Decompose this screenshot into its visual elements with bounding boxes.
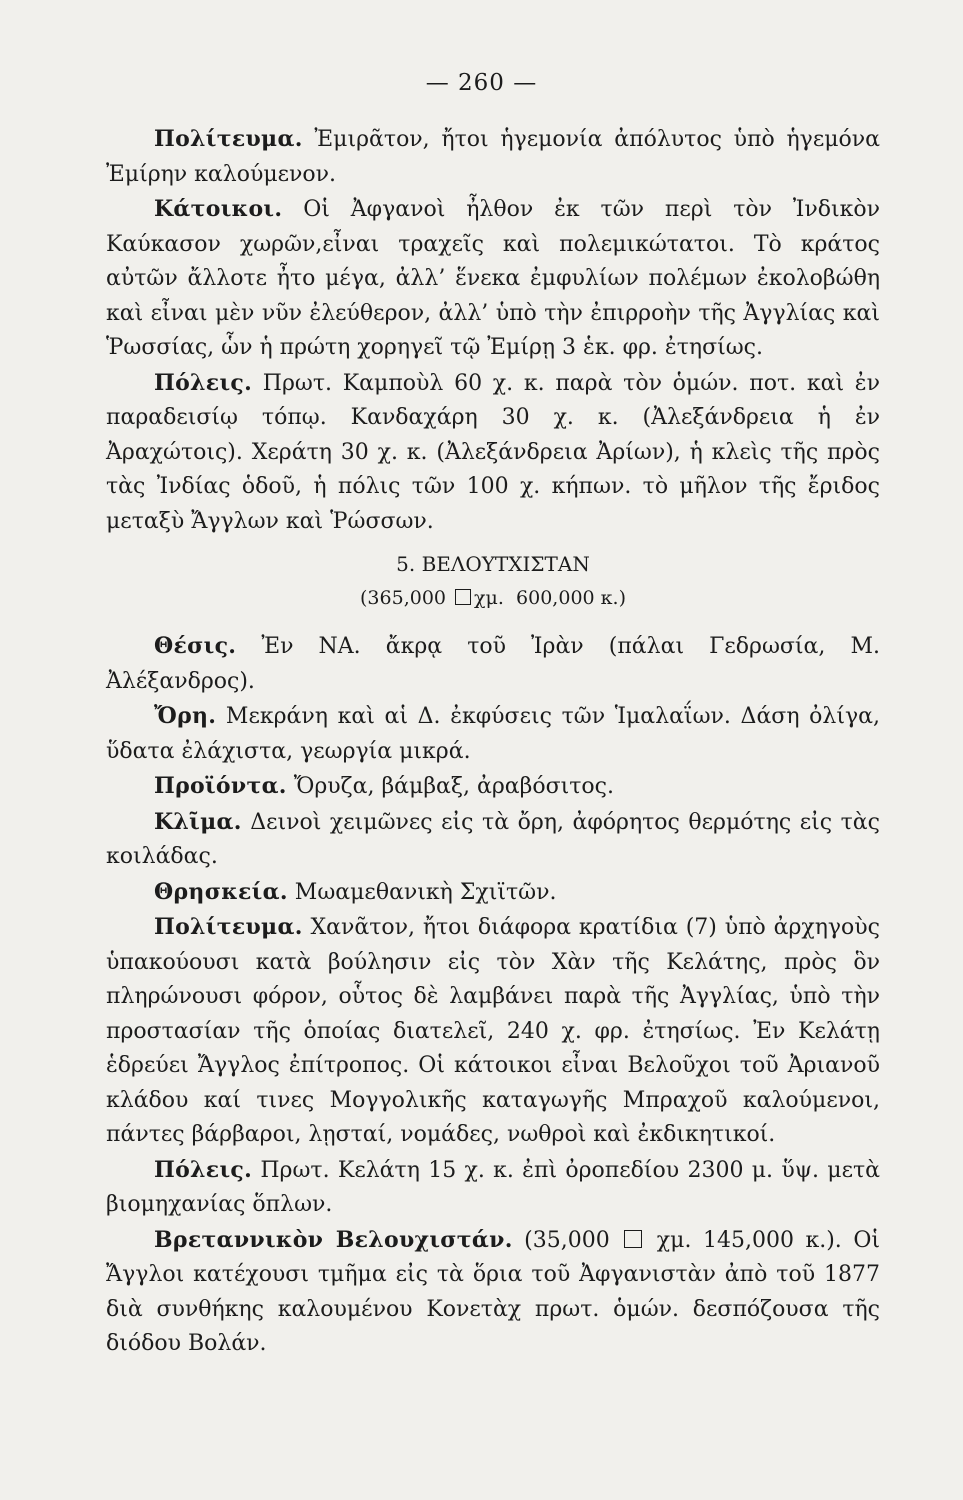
area-unit: χμ. bbox=[474, 587, 504, 609]
section-label: Κλῖμα. bbox=[154, 808, 242, 835]
square-symbol-icon bbox=[624, 1230, 642, 1248]
section-label: Πολίτευμα. bbox=[154, 126, 303, 152]
paragraph-threskeia bbox=[106, 875, 880, 911]
section-label: Προϊόντα. bbox=[154, 773, 287, 799]
section-label: Πόλεις. bbox=[154, 369, 253, 396]
section-label: Θέσις. bbox=[154, 633, 237, 659]
paragraph-baluch-poleis bbox=[106, 1153, 880, 1223]
section-label: Ὄρη. bbox=[154, 703, 217, 729]
square-symbol-icon bbox=[455, 589, 471, 605]
paragraph-text: Χανᾶτον, ἤτοι διάφορα κρατίδια (7) ὑπὸ ἀρχηγοὺς ὑπακούουσι κατὰ βούλησιν εἰς τὸν Χὰν τῆς Κελάτης, πρὸς ὃν πληρώνουσι φόρον, οὗτος δὲ λαμβάνει παρὰ τῆς Ἀγγλίας, ὑπὸ τὴν προστασίαν τῆς ὁποίας διατελεῖ, 240 χ. φρ. ἐτησίως. Ἐν Κελάτῃ ἑδρεύει Ἄγγλος ἐπίτροπος. Οἱ κάτοικοι εἶναι Βελοῦχοι τοῦ Ἀριανοῦ κλάδου καί τινες Μογγολικῆς καταγωγῆς Μπραχοῦ καλούμενοι, πάντες βάρβαροι, λῃσταί, νομάδες, νωθροὶ καὶ ἐκδικητικοί. bbox=[106, 915, 880, 1147]
section-label: Πόλεις. bbox=[154, 1156, 253, 1183]
paragraph-proionta bbox=[106, 769, 880, 805]
paragraph-text: Μεκράνη καὶ αἱ Δ. ἐκφύσεις τῶν Ἱμαλαΐων. Δάση ὀλίγα, ὕδατα ἐλάχιστα, γεωργία μικρά. bbox=[106, 704, 880, 764]
paragraph-british-baluchistan bbox=[106, 1223, 880, 1362]
paragraph-text: Ἐμιρᾶτον, ἤτοι ἡγεμονία ἀπόλυτος ὑπὸ ἡγεμόνα Ἐμίρην καλούμενον. bbox=[106, 127, 880, 187]
paragraph-ori bbox=[106, 699, 880, 769]
paragraph-text: χμ. 145,000 κ.). Οἱ Ἄγγλοι κατέχουσι τμῆμα εἰς τὰ ὅρια τοῦ Ἀφγανιστὰν ἀπὸ τοῦ 1877 διὰ συνθήκης καλουμένου Κονετὰχ πρωτ. ὁμών. δεσπόζουσα τῆς διόδου Βολάν. bbox=[106, 1227, 880, 1356]
area-value: (35,000 bbox=[512, 1227, 610, 1253]
paragraph-afghan-politeuma bbox=[106, 122, 880, 192]
paragraph-text: Οἱ Ἀφγανοὶ ἦλθον ἐκ τῶν περὶ τὸν Ἰνδικὸν Καύκασον χωρῶν,εἶναι τραχεῖς καὶ πολεμικώτατοι. Τὸ κράτος αὐτῶν ἄλλοτε ἦτο μέγα, ἀλλ’ ἕνεκα ἐμφυλίων πολέμων ἐκολοβώθη καὶ εἶναι μὲν νῦν ἐλεύθερον, ἀλλ’ ὑπὸ τὴν ἐπιρροὴν τῆς Ἀγγλίας καὶ Ῥωσσίας, ὧν ἡ πρώτη χορηγεῖ τῷ Ἐμίρῃ 3 ἑκ. φρ. ἐτησίως. bbox=[106, 197, 880, 360]
paragraph-text: Πρωτ. Καμποὺλ 60 χ. κ. παρὰ τὸν ὁμών. ποτ. καὶ ἐν παραδεισίῳ τόπῳ. Κανδαχάρη 30 χ. κ. (Ἀλεξάνδρεια ἡ ἐν Ἀραχώτοις). Χεράτη 30 χ. κ. (Ἀλεξάνδρεια Ἀρίων), ἡ κλεὶς τῆς πρὸς τὰς Ἰνδίας ὁδοῦ, ἡ πόλις τῶν 100 χ. κήπων. τὸ μῆλον τῆς ἔριδος μεταξὺ Ἄγγλων καὶ Ῥώσσων. bbox=[106, 370, 880, 534]
paragraph-text: Δεινοὶ χειμῶνες εἰς τὰ ὄρη, ἀφόρητος θερμότης εἰς τὰς κοιλάδας. bbox=[106, 809, 880, 869]
paragraph-afghan-katoikoi bbox=[106, 192, 880, 366]
section-label: Θρησκεία. bbox=[154, 878, 288, 905]
area-value: (365,000 bbox=[360, 587, 446, 609]
population-value: 600,000 κ.) bbox=[516, 587, 626, 609]
paragraph-klima bbox=[106, 805, 880, 875]
paragraph-afghan-poleis bbox=[106, 366, 880, 540]
page-text bbox=[106, 122, 880, 1362]
paragraph-baluch-politeuma bbox=[106, 910, 880, 1153]
paragraph-text: Μωαμεθανικὴ Σχιϊτῶν. bbox=[287, 879, 557, 905]
paragraph-text: Ἐν ΝΑ. ἄκρᾳ τοῦ Ἰρὰν (πάλαι Γεδρωσία, Μ. Ἀλέξανδρος). bbox=[106, 634, 880, 694]
section-label: Βρεταννικὸν Βελουχιστάν. bbox=[154, 1226, 513, 1253]
section-heading: 5. ΒΕΛΟΥΤΧΙΣΤΑΝ bbox=[396, 552, 590, 576]
section-label: Πολίτευμα. bbox=[154, 914, 303, 940]
section-statistics bbox=[106, 581, 880, 615]
paragraph-text: Πρωτ. Κελάτη 15 χ. κ. ἐπὶ ὀροπεδίου 2300 μ. ὕψ. μετὰ βιομηχανίας ὅπλων. bbox=[106, 1157, 880, 1217]
paragraph-text: Ὄρυζα, βάμβαξ, ἀραβόσιτος. bbox=[286, 774, 614, 799]
paragraph-thesis bbox=[106, 629, 880, 699]
page-number: — 260 — bbox=[425, 70, 538, 96]
section-label: Κάτοικοι. bbox=[154, 196, 283, 222]
